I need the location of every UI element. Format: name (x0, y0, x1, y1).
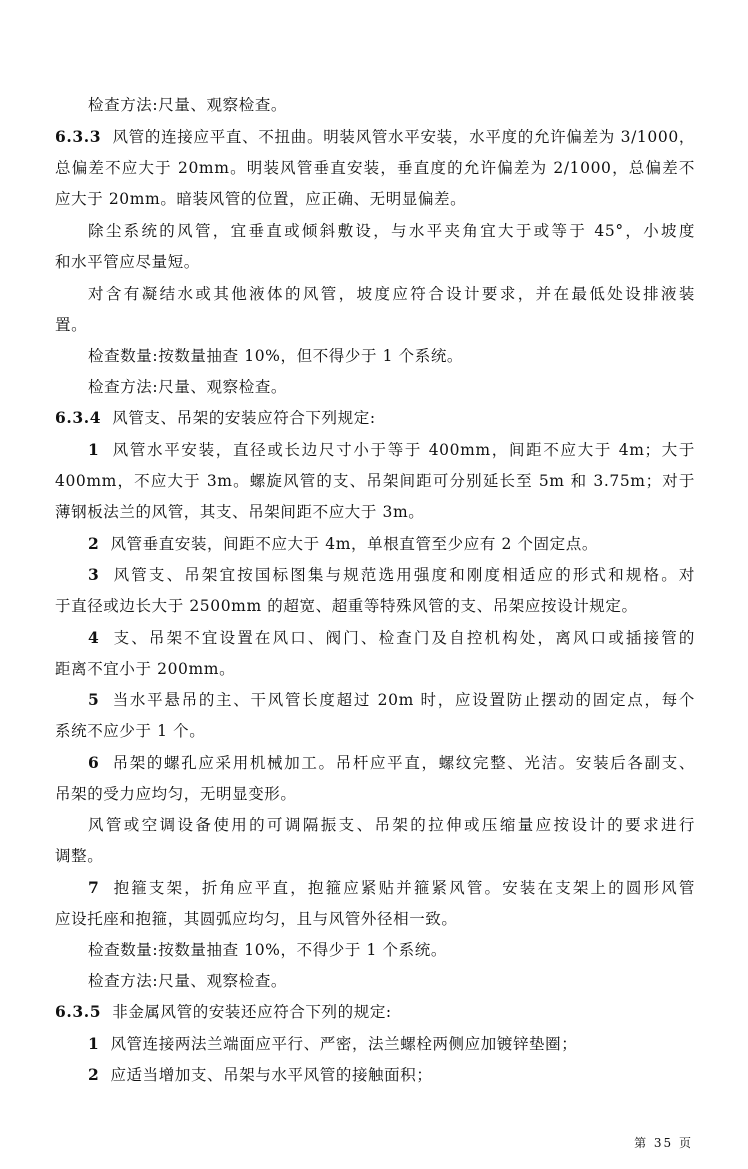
list-item: 3 风管支、吊架宜按国标图集与规范选用强度和刚度相适应的形式和规格。对 (88, 565, 695, 584)
text-line: 距离不宜小于 200mm。 (55, 660, 236, 678)
text-line: 对含有凝结水或其他液体的风管，坡度应符合设计要求，并在最低处设排液装 (88, 285, 695, 303)
text-line: 检查数量:按数量抽查 10%，但不得少于 1 个系统。 (88, 347, 464, 365)
text-line: 和水平管应尽量短。 (55, 253, 200, 271)
list-item: 7 抱箍支架，折角应平直，抱箍应紧贴并箍紧风管。安装在支架上的圆形风管 (88, 878, 695, 897)
text-line: 检查方法:尺量、观察检查。 (88, 972, 288, 990)
text-line: 400mm，不应大于 3m。螺旋风管的支、吊架间距可分别延长至 5m 和 3.75m；对于 (55, 472, 695, 490)
clause-heading: 6.3.4 风管支、吊架的安装应符合下列规定: (55, 408, 376, 427)
text-line: 系统不应少于 1 个。 (55, 722, 206, 740)
page-number: 第 35 页 (634, 1136, 693, 1150)
list-item: 1 风管连接两法兰端面应平行、严密，法兰螺栓两侧应加镀锌垫圈； (88, 1034, 578, 1053)
text-line: 调整。 (55, 847, 104, 865)
text-line: 应设托座和抱箍，其圆弧应均匀，且与风管外径相一致。 (55, 910, 458, 928)
list-item: 4 支、吊架不宜设置在风口、阀门、检查门及自控机构处，离风口或插接管的 (88, 628, 695, 647)
list-item: 5 当水平悬吊的主、干风管长度超过 20m 时，应设置防止摆动的固定点，每个 (88, 690, 695, 709)
text-line: 检查方法:尺量、观察检查。 (88, 96, 288, 114)
list-item: 1 风管水平安装，直径或长边尺寸小于等于 400mm，间距不应大于 4m；大于 (88, 440, 695, 459)
text-line: 检查方法:尺量、观察检查。 (88, 378, 288, 396)
list-item: 2 应适当增加支、吊架与水平风管的接触面积； (88, 1065, 433, 1084)
text-line: 检查数量:按数量抽查 10%，不得少于 1 个系统。 (88, 941, 447, 959)
text-line: 总偏差不应大于 20mm。明装风管垂直安装，垂直度的允许偏差为 2/1000，总偏差不 (55, 159, 695, 177)
text-line: 吊架的受力应均匀，无明显变形。 (55, 785, 297, 803)
text-line: 薄钢板法兰的风管，其支、吊架间距不应大于 3m。 (55, 503, 425, 521)
text-line: 应大于 20mm。暗装风管的位置，应正确、无明显偏差。 (55, 190, 467, 208)
clause-heading: 6.3.3 风管的连接应平直、不扭曲。明装风管水平安装，水平度的允许偏差为 3/1000， (55, 127, 695, 146)
text-line: 置。 (55, 316, 88, 334)
clause-heading: 6.3.5 非金属风管的安装还应符合下列的规定: (55, 1002, 392, 1021)
text-line: 风管或空调设备使用的可调隔振支、吊架的拉伸或压缩量应按设计的要求进行 (88, 816, 695, 834)
list-item: 2 风管垂直安装，间距不应大于 4m，单根直管至少应有 2 个固定点。 (88, 534, 598, 553)
list-item: 6 吊架的螺孔应采用机械加工。吊杆应平直，螺纹完整、光洁。安装后各副支、 (88, 753, 695, 772)
text-line: 除尘系统的风管，宜垂直或倾斜敷设，与水平夹角宜大于或等于 45°，小坡度 (88, 222, 695, 240)
text-line: 于直径或边长大于 2500mm 的超宽、超重等特殊风管的支、吊架应按设计规定。 (55, 597, 638, 615)
